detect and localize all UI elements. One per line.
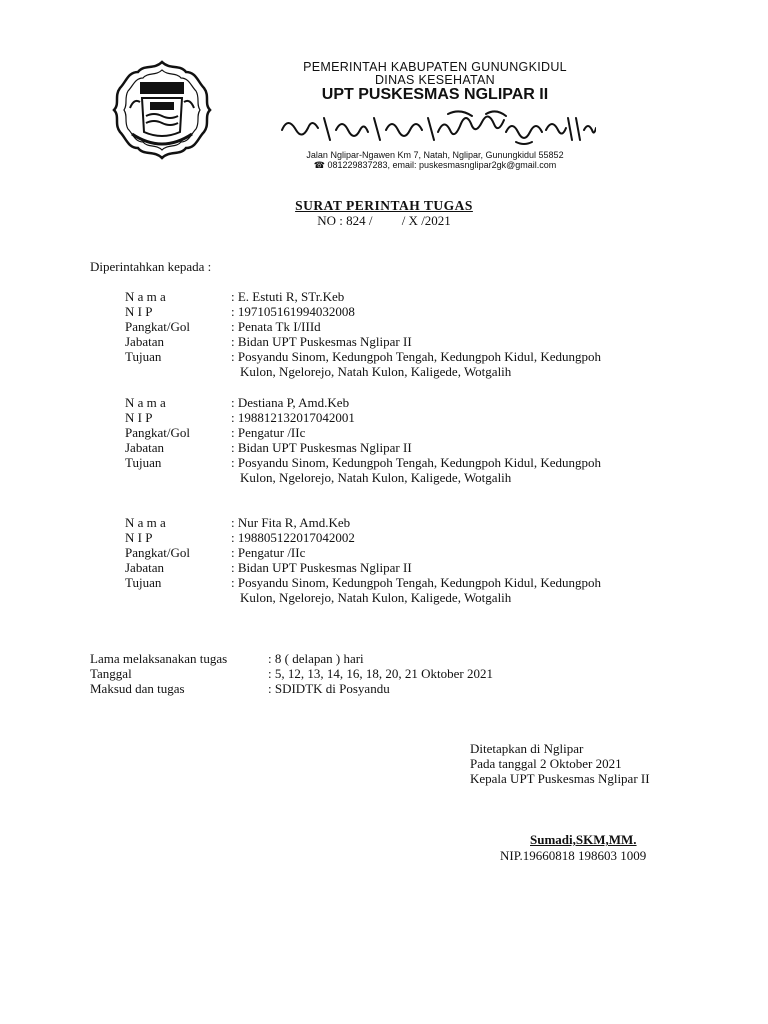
assignee-name: : Destiana P, Amd.Keb bbox=[231, 395, 350, 410]
assignee-rank: : Pengatur /IIc bbox=[231, 545, 306, 560]
rank-label: Pangkat/Gol bbox=[125, 545, 190, 560]
javanese-script-icon bbox=[278, 108, 596, 148]
name-label: N a m a bbox=[125, 395, 166, 410]
assignee-position: : Bidan UPT Puskesmas Nglipar II bbox=[231, 440, 412, 455]
assignee-position: : Bidan UPT Puskesmas Nglipar II bbox=[231, 334, 412, 349]
name-label: N a m a bbox=[125, 515, 166, 530]
purpose-label: Maksud dan tugas bbox=[90, 681, 185, 696]
nip-label: N I P bbox=[125, 410, 153, 425]
assignee-destination: : Posyandu Sinom, Kedungpoh Tengah, Kedungpoh Kidul, Kedungpoh bbox=[231, 349, 602, 364]
signature-role: Kepala UPT Puskesmas Nglipar II bbox=[470, 771, 650, 786]
assignee-destination-cont: Kulon, Ngelorejo, Natah Kulon, Kaligede, Wotgalih bbox=[240, 364, 512, 379]
address-line: Jalan Nglipar-Ngawen Km 7, Natah, Nglipar, Gunungkidul 55852 bbox=[306, 150, 564, 160]
contact-line: ☎ 081229837283, email: puskesmasnglipar2gk@gmail.com bbox=[313, 160, 557, 170]
rank-label: Pangkat/Gol bbox=[125, 319, 190, 334]
document-number: NO : 824 / / X /2021 bbox=[317, 213, 451, 228]
signatory-nip: NIP.19660818 198603 1009 bbox=[500, 848, 647, 863]
assignee-rank: : Pengatur /IIc bbox=[231, 425, 306, 440]
position-label: Jabatan bbox=[125, 334, 164, 349]
assignee-nip: : 197105161994032008 bbox=[231, 304, 355, 319]
assignee-destination: : Posyandu Sinom, Kedungpoh Tengah, Kedungpoh Kidul, Kedungpoh bbox=[231, 455, 602, 470]
destination-label: Tujuan bbox=[125, 455, 162, 470]
assignee-nip: : 198812132017042001 bbox=[231, 410, 355, 425]
assignee-nip: : 198805122017042002 bbox=[231, 530, 355, 545]
unit-name: UPT PUSKESMAS NGLIPAR II bbox=[321, 86, 549, 103]
date-label: Tanggal bbox=[90, 666, 132, 681]
assignee-destination-cont: Kulon, Ngelorejo, Natah Kulon, Kaligede, Wotgalih bbox=[240, 590, 512, 605]
intro-text: Diperintahkan kepada : bbox=[90, 259, 212, 274]
assignee-position: : Bidan UPT Puskesmas Nglipar II bbox=[231, 560, 412, 575]
signatory-name: Sumadi,SKM,MM. bbox=[530, 832, 637, 847]
position-label: Jabatan bbox=[125, 560, 164, 575]
name-label: N a m a bbox=[125, 289, 166, 304]
duration-label: Lama melaksanakan tugas bbox=[90, 651, 228, 666]
assignee-block bbox=[125, 289, 685, 379]
document-title: SURAT PERINTAH TUGAS bbox=[295, 198, 473, 213]
destination-label: Tujuan bbox=[125, 575, 162, 590]
assignee-destination-cont: Kulon, Ngelorejo, Natah Kulon, Kaligede, Wotgalih bbox=[240, 470, 512, 485]
government-name: PEMERINTAH KABUPATEN GUNUNGKIDUL bbox=[303, 60, 567, 74]
department-name: DINAS KESEHATAN bbox=[374, 73, 496, 87]
position-label: Jabatan bbox=[125, 440, 164, 455]
signature-place: Ditetapkan di Nglipar bbox=[470, 741, 584, 756]
assignee-name: : Nur Fita R, Amd.Keb bbox=[231, 515, 351, 530]
date-value: : 5, 12, 13, 14, 16, 18, 20, 21 Oktober 2021 bbox=[268, 666, 493, 681]
rank-label: Pangkat/Gol bbox=[125, 425, 190, 440]
nip-label: N I P bbox=[125, 530, 153, 545]
duration-value: : 8 ( delapan ) hari bbox=[268, 651, 364, 666]
regency-emblem-icon bbox=[110, 58, 214, 162]
assignee-destination: : Posyandu Sinom, Kedungpoh Tengah, Kedungpoh Kidul, Kedungpoh bbox=[231, 575, 602, 590]
destination-label: Tujuan bbox=[125, 349, 162, 364]
nip-label: N I P bbox=[125, 304, 153, 319]
assignee-rank: : Penata Tk I/IIId bbox=[231, 319, 321, 334]
assignee-name: : E. Estuti R, STr.Keb bbox=[231, 289, 345, 304]
signature-date: Pada tanggal 2 Oktober 2021 bbox=[470, 756, 622, 771]
assignee-block bbox=[125, 515, 685, 605]
assignee-block bbox=[125, 395, 685, 485]
purpose-value: : SDIDTK di Posyandu bbox=[268, 681, 390, 696]
